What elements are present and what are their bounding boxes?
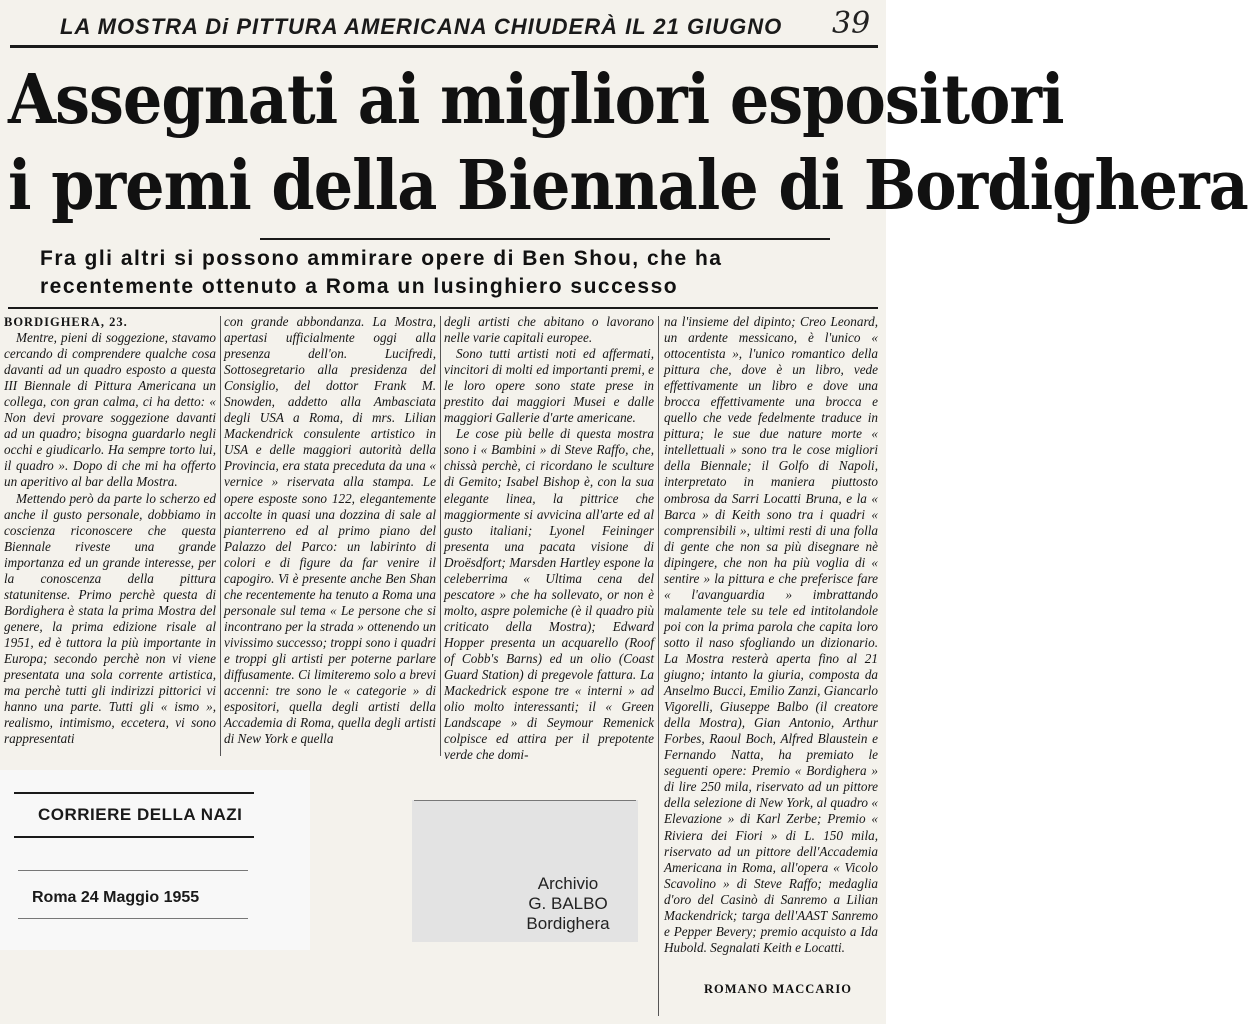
column-4-paragraph-1: na l'insieme del dipinto; Creo Leonard, un ardente messicano, è l'unico « ottocentista », l'unico romantico della pittura che, dove è un libro, vede effettivamente un libro e dove una brocca effettivamente una brocca e quello che vede fedelmente traduce in pittura; le sue due nature morte « intellettuali » sono tra le cose migliori della Biennale; il Golfo di Napoli, interpretato in maniera piuttosto ombrosa da Sarri Locatti Bruna, e la « Barca » di Keith sono tra i quadri « comprensibili », ultimi resti di una folla di gente che non sa più disegnare nè dipingere, che non ha più voglia di « sentire » la pittura e che preferisce fare « l'avanguardia » imbrattando malamente tele su tele ed intitolandole poi con la prima parola che capita loro sotto il naso sfogliando un dizionario. La Mostra resterà aperta fino al 21 giugno; intanto la giuria, composta da Anselmo Bucci, Emilio Zanzi, Giancarlo Vigorelli, Giuseppe Balbo (il creatore della Mostra), Gian Antonio, Arthur Forbes, Raoul Boch, Alfred Blaustein e Fernando Natta, ha premiato le seguenti opere: Premio « Bordighera » di lire 250 mila, riservato ad un pittore della selezione di New York, al quadro « Elevazione » di Karl Zerbe; Premio « Riviera dei Fiori » di L. 150 mila, riservato ad un pittore dell'Accademia Americana in Roma, all'opera « Vicolo Scavolino » di Steve Raffo; medaglia d'oro del Casinò di Sanremo a Lilian Mackendrick; targa dell'AAST Sanremo e Pepper Bevery; premio acquisto a Ida Hubold. Segnalati Keith e Locatti. — [664, 314, 878, 955]
column-3-paragraph-1: degli artisti che abitano o lavorano nelle varie capitali europee. — [444, 314, 654, 346]
subhead-line-2: recentemente ottenuto a Roma un lusinghiero successo — [40, 275, 679, 298]
article-column-2 — [224, 314, 436, 760]
column-1-paragraph-1: Mentre, pieni di soggezione, stavamo cercando di comprendere qualche cosa davanti ad un quadro esposto a questa III Biennale di Pittura Americana un collega, con gran calma, ci ha detto: « Non devi provare soggezione davanti ad un quadro; bisogna guardarlo negli occhi e giudicarlo. Ha sempre torto lui, il quadro ». Dopo di che mi ha offerto un aperitivo al bar della Mostra. — [4, 330, 216, 490]
publication-date: Roma 24 Maggio 1955 — [32, 889, 200, 906]
date-rule-top — [18, 870, 248, 871]
handwritten-page-number: 39 — [832, 6, 871, 41]
top-rule — [10, 45, 878, 48]
archive-stamp — [412, 800, 638, 942]
article-column-4 — [664, 314, 878, 976]
column-divider-3 — [658, 316, 659, 1016]
masthead-rule-top — [14, 792, 254, 794]
column-3-paragraph-2: Sono tutti artisti noti ed affermati, vincitori di molti ed importanti premi, e le loro opere sono state prese in prestito dai maggiori Musei e dalle maggiori Gallerie d'arte americane. — [444, 346, 654, 426]
stamp-rule — [414, 800, 636, 801]
author-signature: ROMANO MACCARIO — [704, 982, 852, 996]
article-column-3 — [444, 314, 654, 766]
date-rule-bottom — [18, 918, 248, 919]
column-divider-2 — [440, 316, 441, 756]
column-2-paragraph-1: con grande abbondanza. La Mostra, apertasi ufficialmente oggi alla presenza dell'on. Lucifredi, Sottosegretario alla presidenza del Consiglio, del dottor Frank M. Snowden, addetto alla Ambasciata degli USA a Roma, di mrs. Lilian Mackendrick consulente artistico in USA e delle maggiori autorità della Provincia, era stata preceduta da una « vernice » riservata alla stampa. Le opere esposte sono 122, elegantemente accolte in quasi una dozzina di sale al pianterreno ed al primo piano del Palazzo del Parco: un labirinto di colori e di figure da far venire il capogiro. Vi è presente anche Ben Shan che recentemente ha tenuto a Roma una personale sul tema « Le persone che si incontrano per la strada » ottenendo un vivissimo successo; troppi sono i quadri e troppi gli artisti per poterne parlare diffusamente. Ci limiteremo solo a brevi accenni: tre sono le « categorie » di espositori, quella degli artisti della Accademia di Roma, quella degli artisti di New York e quella — [224, 314, 436, 747]
column-1-paragraph-2: Mettendo però da parte lo scherzo ed anche il gusto personale, dobbiamo in coscienza riconoscere che questa Biennale riveste una grande importanza ed un grande interesse, per la conoscenza della pittura statunitense. Primo perchè questa di Bordighera è stata la prima Mostra del genere, la prima edizione risale al 1951, ed è tuttora la più importante in Europa; secondo perchè non vi viene presentata una sola corrente artistica, ma perchè tutti gli indirizzi pittorici vi hanno una parte. Tutti gli « ismo », realismo, intimismo, eccetera, vi sono rappresentati — [4, 490, 216, 747]
subhead-bottom-rule — [8, 307, 878, 309]
column-3-paragraph-3: Le cose più belle di questa mostra sono i « Bambini » di Steve Raffo, che, chissà perchè, ci ricordano le sculture di Gemito; Isabel Bishop è, con la sua elegante linea, la pittrice che maggiormente si avvicina all'arte ed al gusto italiani; Lyonel Feininger presenta una pacata visione di Droësdfort; Marsden Hartley espone la celeberrima « Ultima cena del pescatore » che ha sollevato, or non è molto, aspre polemiche (è il quadro più criticato della Mostra); Edward Hopper presenta un acquarello (Roof of Cobb's Barns) ed un olio (Coast Guard Station) di pregevole fattura. La Mackedrick espone tre « interni » ad olio molto interessanti; il « Green Landscape » di Seymour Remenick colpisce ed attira per il prepotente verde che domi- — [444, 426, 654, 763]
kicker-headline: LA MOSTRA Di PITTURA AMERICANA CHIUDERÀ IL 21 GIUGNO — [60, 14, 783, 39]
dateline: BORDIGHERA, 23. — [4, 315, 128, 329]
stamp-archive-label: Archivio — [537, 874, 599, 893]
stamp-owner-label: G. BALBO — [528, 894, 608, 913]
headline-line-1: Assegnati ai migliori espositori — [8, 59, 1064, 140]
subhead-line-1: Fra gli altri si possono ammirare opere di Ben Shou, che ha — [40, 247, 723, 270]
stamp-city-label: Bordighera — [526, 914, 610, 933]
subhead-top-rule — [260, 238, 830, 240]
masthead-rule-bottom — [14, 836, 254, 838]
column-divider-1 — [220, 316, 221, 756]
newspaper-name: CORRIERE DELLA NAZI — [38, 805, 243, 824]
masthead-clipping — [0, 770, 310, 950]
article-column-1 — [4, 314, 216, 760]
headline-line-2: i premi della Biennale di Bordighera — [8, 145, 1248, 226]
